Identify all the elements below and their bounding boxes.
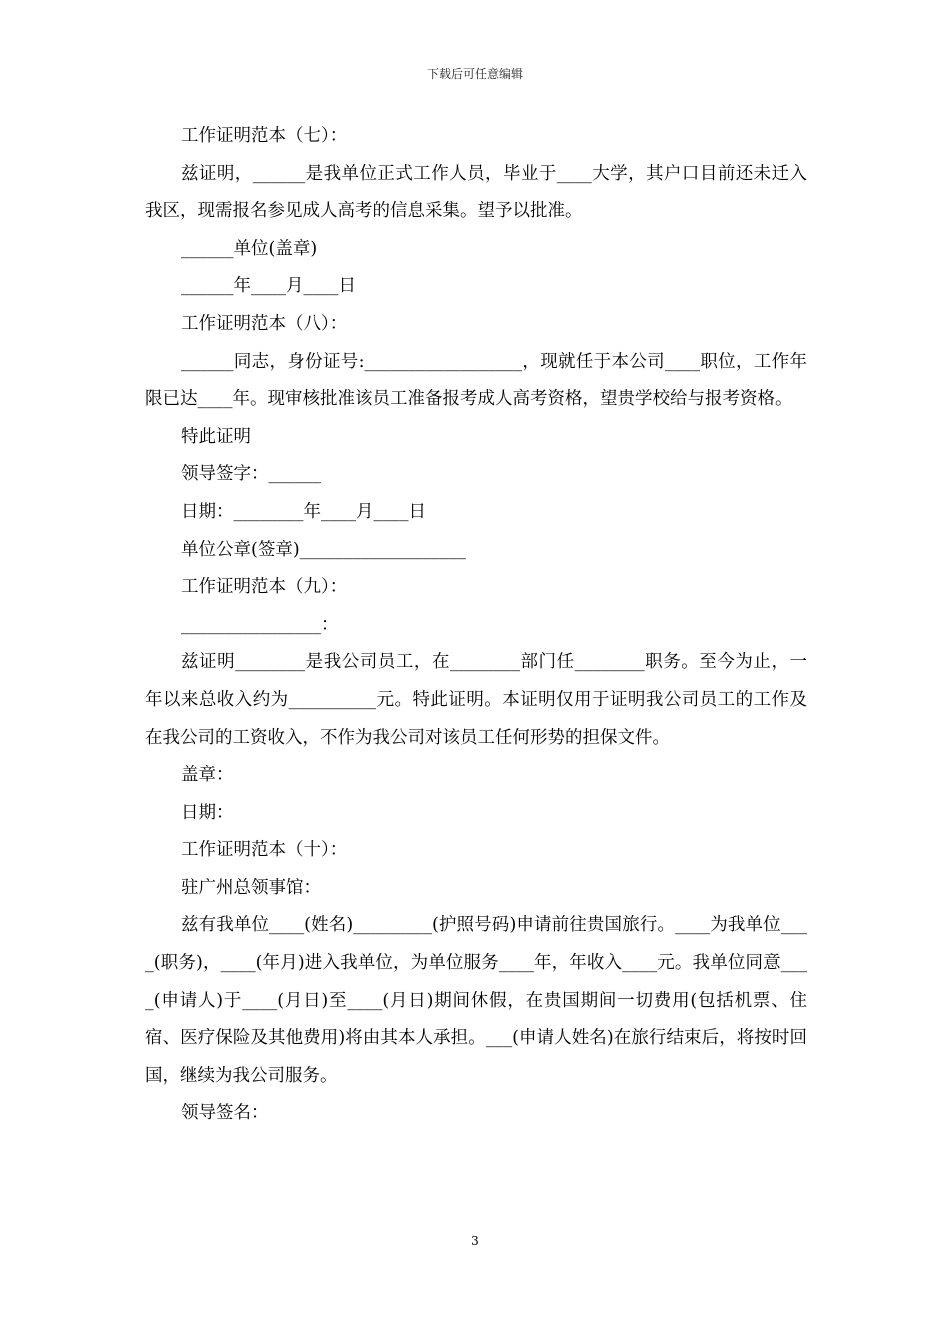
certify-line: 特此证明 — [181, 426, 251, 447]
page-header: 下载后可任意编辑 — [426, 67, 523, 81]
body-paragraph: 兹有我单位____(姓名)_________(护照号码)申请前往贵国旅行。____为我单位____(职务)，____(年月)进入我单位，为单位服务____年，年收入____元。我单位同意____(申请人)于____(月日)至____(月日)期间休假，在贵国期间一切费用(包括机票、住宿、医疗保险及其他费用)将由其本人承担。___(申请人姓名)在旅行结束后，将按时回国，继续为我公司服务。 — [145, 915, 807, 1086]
addressee-line: 驻广州总领事馆： — [181, 877, 321, 898]
date-line: 日期：________年____月____日 — [181, 501, 426, 522]
body-paragraph: ______同志，身份证号:__________________，现就任于本公司____职位，工作年限已达____年。现审核批准该员工准备报考成人高考资格，望贵学校给与报考资格。 — [145, 351, 807, 410]
document-body — [145, 118, 807, 1133]
date-line: ______年____月____日 — [181, 276, 356, 297]
date-line: 日期： — [181, 802, 234, 823]
body-paragraph: 兹证明，______是我单位正式工作人员，毕业于____大学，其户口目前还未迁入我区，现需报名参见成人高考的信息采集。望予以批准。 — [145, 163, 807, 222]
leader-signature-line: 领导签名： — [181, 1103, 269, 1124]
section-title-7: 工作证明范本（七）： — [181, 126, 348, 146]
page-number: 3 — [471, 1234, 479, 1248]
unit-seal-line: ______单位(盖章) — [181, 238, 318, 259]
seal-line: 盖章： — [181, 765, 234, 786]
section-title-8: 工作证明范本（八）： — [181, 313, 348, 334]
body-paragraph: 兹证明________是我公司员工，在________部门任________职务。至今为止，一年以来总收入约为__________元。特此证明。本证明仅用于证明我公司员工的工作及在我公司的工资收入，不作为我公司对该员工任何形势的担保文件。 — [145, 652, 807, 748]
unit-stamp-line: 单位公章(签章)___________________ — [181, 539, 466, 560]
section-title-10: 工作证明范本（十）： — [181, 840, 348, 861]
section-title-9: 工作证明范本（九）： — [181, 577, 348, 598]
leader-signature-line: 领导签字：______ — [181, 464, 321, 485]
addressee-line: ________________： — [181, 614, 339, 635]
